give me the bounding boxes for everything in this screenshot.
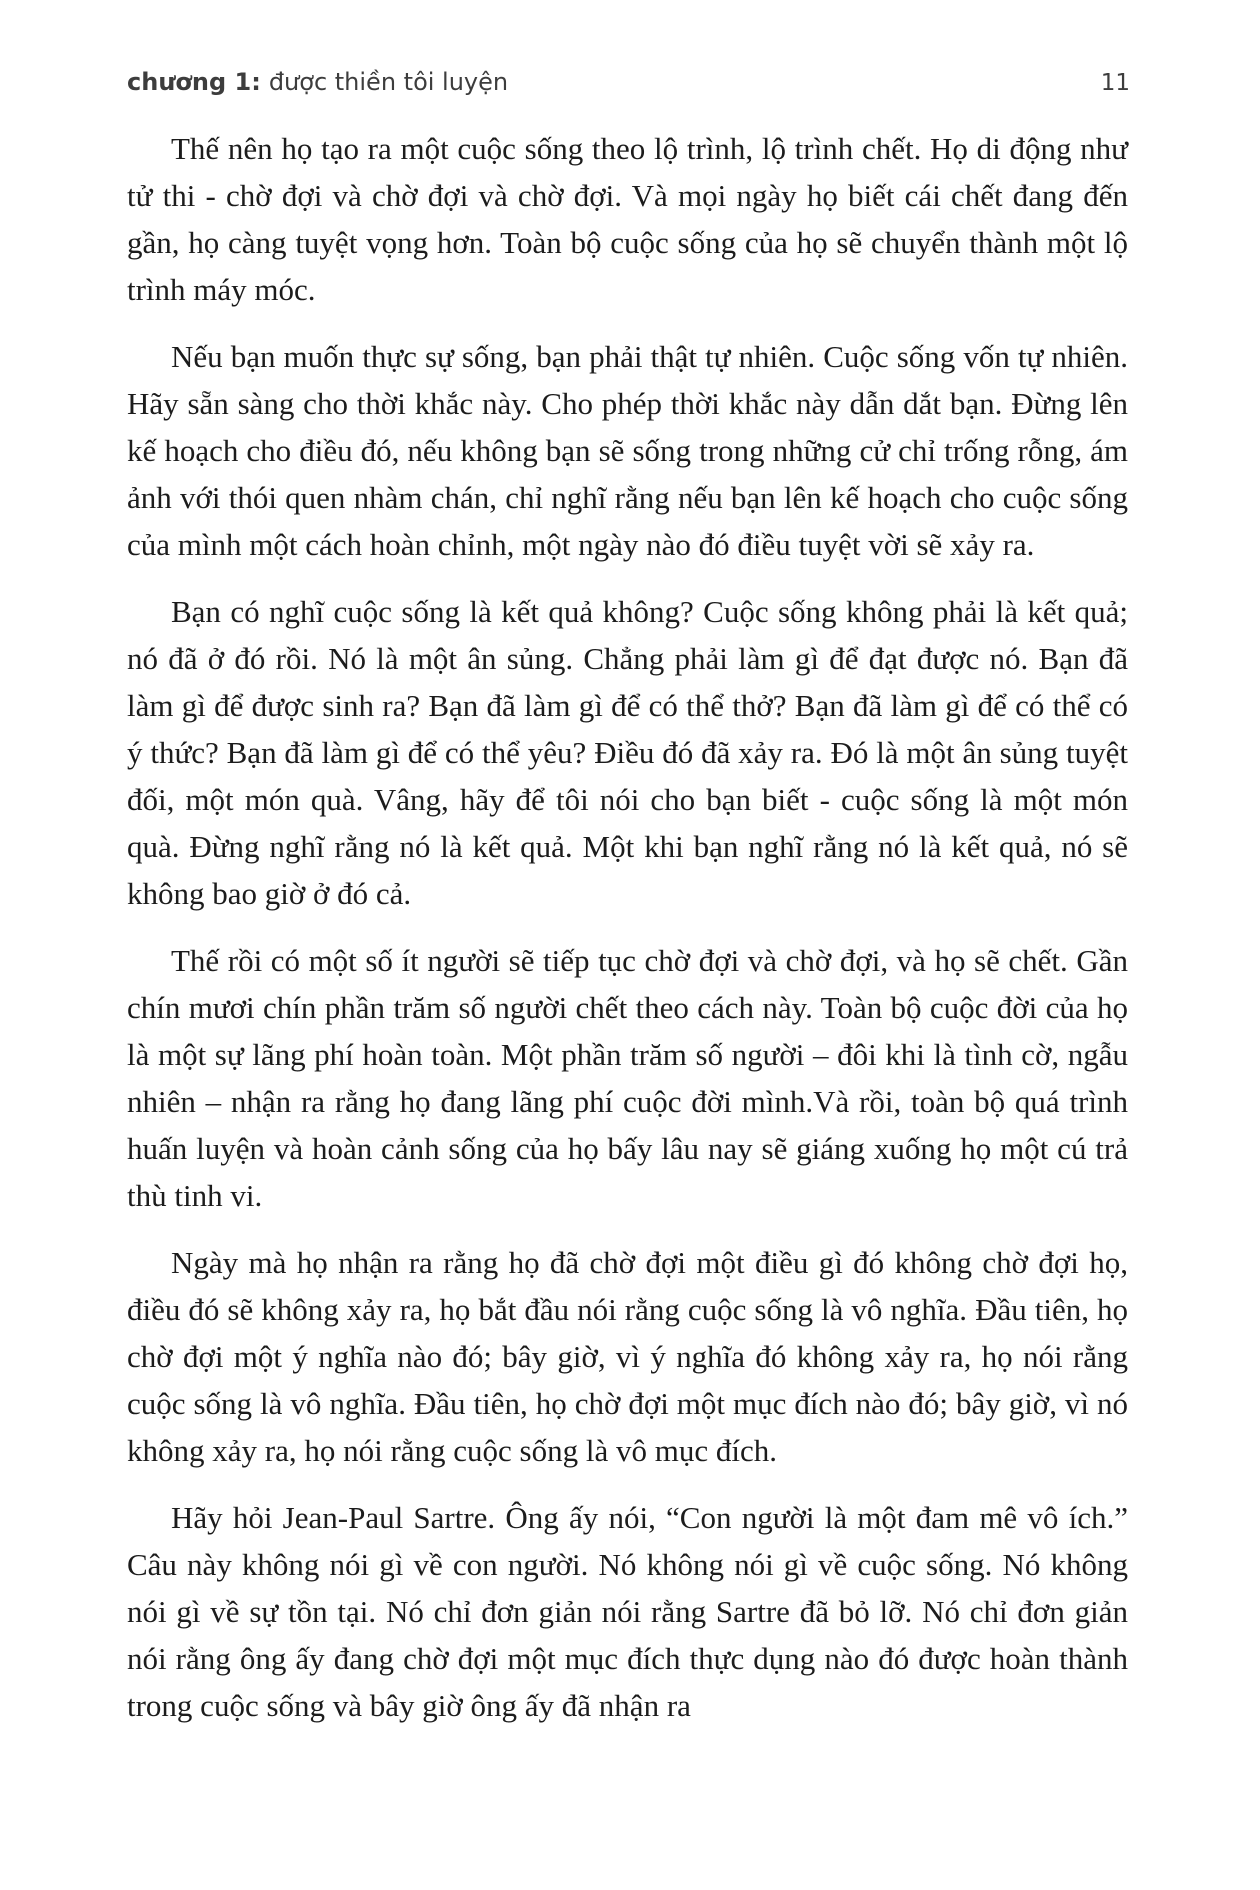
running-header bbox=[127, 68, 1130, 96]
paragraph: Thế rồi có một số ít người sẽ tiếp tục chờ đợi và chờ đợi, và họ sẽ chết. Gần chín mươi chín phần trăm số người chết theo cách này. Toàn bộ cuộc đời của họ là một sự lãng phí hoàn toàn. Một phần trăm số người – đôi khi là tình cờ, ngẫu nhiên – nhận ra rằng họ đang lãng phí cuộc đời mình.Và rồi, toàn bộ quá trình huấn luyện và hoàn cảnh sống của họ bấy lâu nay sẽ giáng xuống họ một cú trả thù tinh vi. bbox=[127, 943, 1128, 1213]
chapter-heading bbox=[127, 68, 508, 96]
chapter-label: chương 1: bbox=[127, 68, 261, 96]
chapter-title: được thiền tôi luyện bbox=[268, 68, 509, 96]
page-number: 11 bbox=[1100, 70, 1130, 96]
paragraph: Nếu bạn muốn thực sự sống, bạn phải thật tự nhiên. Cuộc sống vốn tự nhiên. Hãy sẵn sàng cho thời khắc này. Cho phép thời khắc này dẫn dắt bạn. Đừng lên kế hoạch cho điều đó, nếu không bạn sẽ sống trong những cử chỉ trống rỗng, ám ảnh với thói quen nhàm chán, chỉ nghĩ rằng nếu bạn lên kế hoạch cho cuộc sống của mình một cách hoàn chỉnh, một ngày nào đó điều tuyệt vời sẽ xảy ra. bbox=[127, 339, 1128, 562]
paragraph: Thế nên họ tạo ra một cuộc sống theo lộ trình, lộ trình chết. Họ di động như tử thi - chờ đợi và chờ đợi và chờ đợi. Và mọi ngày họ biết cái chết đang đến gần, họ càng tuyệt vọng hơn. Toàn bộ cuộc sống của họ sẽ chuyển thành một lộ trình máy móc. bbox=[127, 131, 1128, 307]
paragraph: Ngày mà họ nhận ra rằng họ đã chờ đợi một điều gì đó không chờ đợi họ, điều đó sẽ không xảy ra, họ bắt đầu nói rằng cuộc sống là vô nghĩa. Đầu tiên, họ chờ đợi một ý nghĩa nào đó; bây giờ, vì ý nghĩa đó không xảy ra, họ nói rằng cuộc sống là vô nghĩa. Đầu tiên, họ chờ đợi một mục đích nào đó; bây giờ, vì nó không xảy ra, họ nói rằng cuộc sống là vô mục đích. bbox=[127, 1245, 1128, 1468]
body-text bbox=[127, 125, 1128, 1749]
paragraph: Bạn có nghĩ cuộc sống là kết quả không? Cuộc sống không phải là kết quả; nó đã ở đó rồi. Nó là một ân sủng. Chẳng phải làm gì để đạt được nó. Bạn đã làm gì để được sinh ra? Bạn đã làm gì để có thể thở? Bạn đã làm gì để có thể có ý thức? Bạn đã làm gì để có thể yêu? Điều đó đã xảy ra. Đó là một ân sủng tuyệt đối, một món quà. Vâng, hãy để tôi nói cho bạn biết - cuộc sống là một món quà. Đừng nghĩ rằng nó là kết quả. Một khi bạn nghĩ rằng nó là kết quả, nó sẽ không bao giờ ở đó cả. bbox=[127, 594, 1128, 911]
paragraph: Hãy hỏi Jean-Paul Sartre. Ông ấy nói, “Con người là một đam mê vô ích.” Câu này không nói gì về con người. Nó không nói gì về cuộc sống. Nó không nói gì về sự tồn tại. Nó chỉ đơn giản nói rằng Sartre đã bỏ lỡ. Nó chỉ đơn giản nói rằng ông ấy đang chờ đợi một mục đích thực dụng nào đó được hoàn thành trong cuộc sống và bây giờ ông ấy đã nhận ra bbox=[127, 1500, 1128, 1723]
